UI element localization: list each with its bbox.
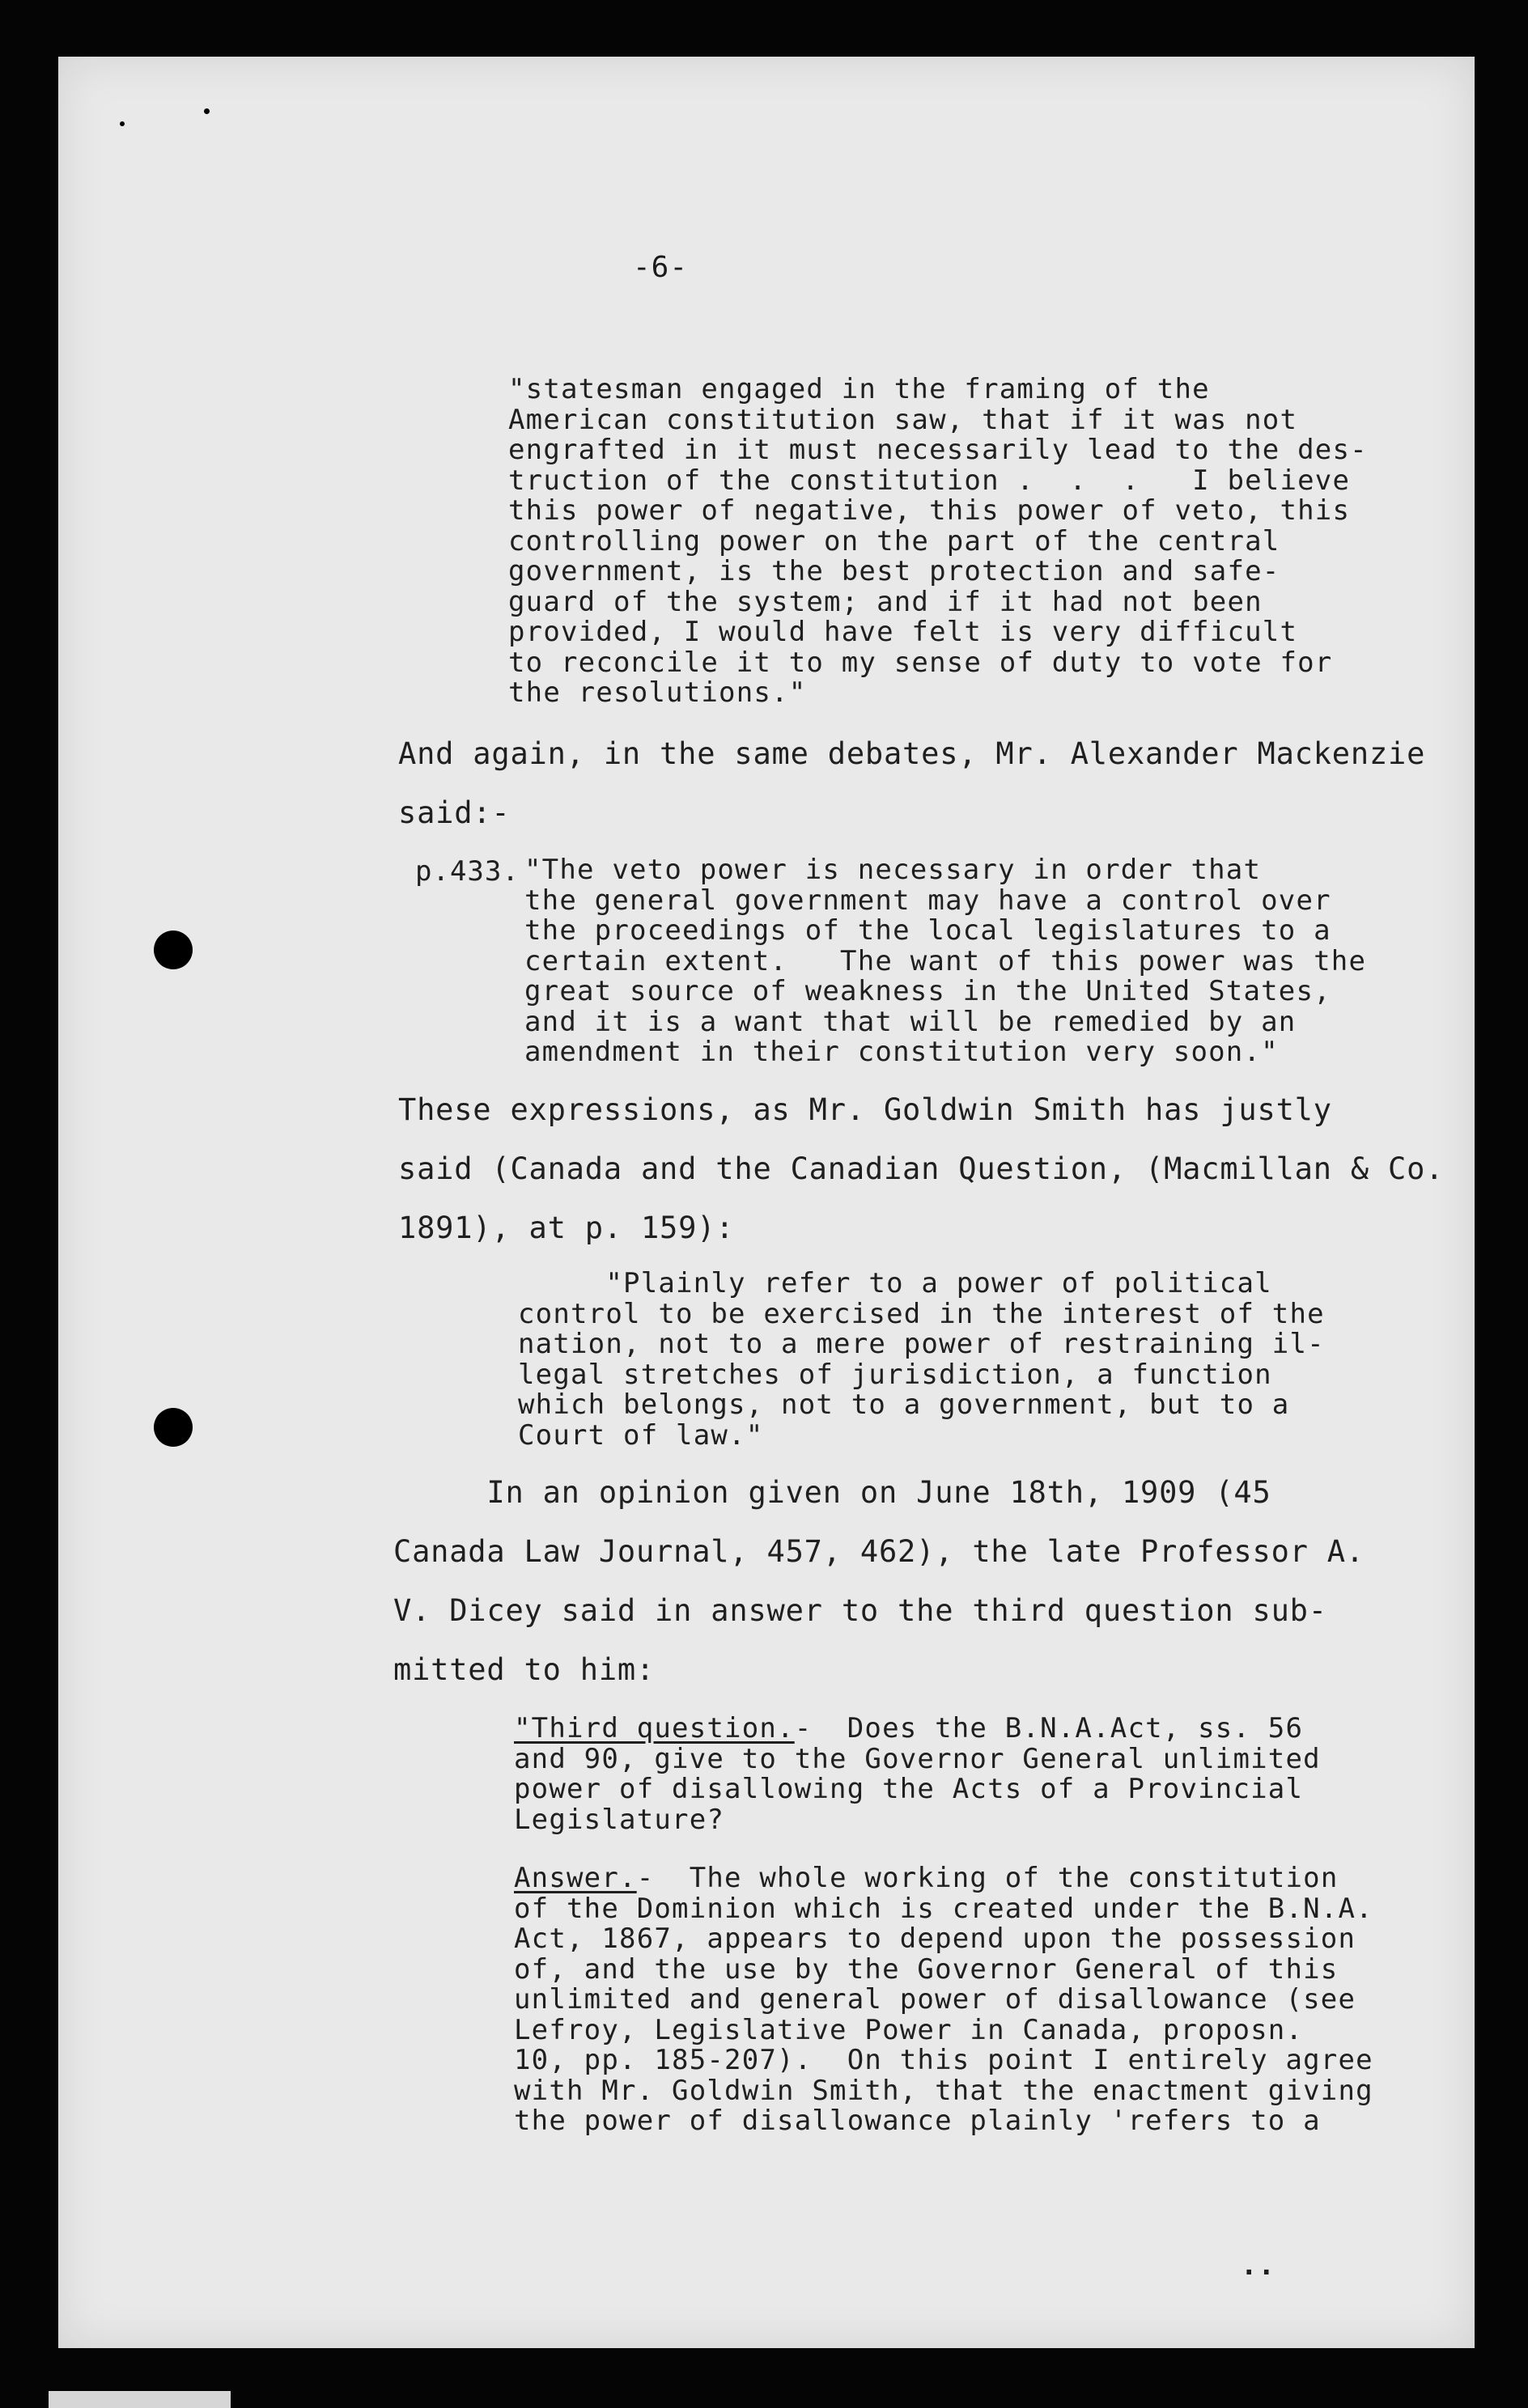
quote-line: the power of disallowance plainly 'refers to a — [514, 2105, 1321, 2137]
page-reference: p.433. — [415, 855, 520, 888]
quote-line: controlling power on the part of the central — [508, 524, 1280, 557]
quote-line: amendment in their constitution very soon." — [524, 1036, 1279, 1068]
quote-line: legal stretches of jurisdiction, a function — [518, 1358, 1272, 1391]
third-question-text: - Does the B.N.A.Act, ss. 56 — [794, 1712, 1304, 1745]
text-line: Canada Law Journal, 457, 462), the late Professor A. — [393, 1534, 1365, 1569]
speck-mark — [120, 121, 125, 126]
text-line: said (Canada and the Canadian Question, (Macmillan & Co. — [398, 1151, 1445, 1186]
quote-line: truction of the constitution . . . I believe — [508, 464, 1351, 497]
quote-line: of, and the use by the Governor General of this — [514, 1952, 1339, 1986]
quote-line: Court of law." — [518, 1418, 764, 1452]
text-line: 1891), at p. 159): — [398, 1210, 735, 1245]
quote-line: Legislature? — [514, 1803, 725, 1836]
quote-line: and it is a want that will be remedied by an — [524, 1005, 1297, 1038]
quote-block-third-question — [514, 1714, 1321, 1835]
quote-line: "statesman engaged in the framing of the — [508, 373, 1210, 405]
text-line: mitted to him: — [393, 1652, 656, 1687]
answer-heading: Answer. — [514, 1862, 637, 1894]
continuation-mark: .. — [1241, 2249, 1275, 2282]
quote-block-answer — [514, 1863, 1373, 2137]
quote-line: this power of negative, this power of veto, this — [508, 494, 1351, 527]
speck-mark — [204, 108, 210, 114]
quote-line: "The veto power is necessary in order that — [524, 854, 1262, 886]
paragraph-expressions — [398, 1080, 1444, 1257]
binder-hole — [154, 931, 193, 969]
text-line: These expressions, as Mr. Goldwin Smith has justly — [398, 1092, 1332, 1127]
quote-line: American constitution saw, that if it was not — [508, 403, 1298, 436]
paragraph-mackenzie — [398, 724, 1425, 842]
text-line: In an opinion given on June 18th, 1909 (45 — [393, 1475, 1271, 1510]
quote-line: control to be exercised in the interest of the — [518, 1297, 1325, 1330]
quote-line: Lefroy, Legislative Power in Canada, proposn. — [514, 2013, 1304, 2046]
text-line: said:- — [398, 795, 511, 830]
quote-line: with Mr. Goldwin Smith, that the enactment giving — [514, 2074, 1373, 2107]
quote-line: and 90, give to the Governor General unlimited — [514, 1742, 1321, 1775]
quote-line: guard of the system; and if it had not been — [508, 585, 1263, 618]
text-line: V. Dicey said in answer to the third question sub- — [393, 1593, 1327, 1628]
quote-line: Act, 1867, appears to depend upon the possession — [514, 1923, 1356, 1955]
quote-line: nation, not to a mere power of restraining il- — [518, 1328, 1325, 1360]
quote-line: great source of weakness in the United States, — [524, 975, 1331, 1007]
quote-line: to reconcile it to my sense of duty to vote for — [508, 646, 1333, 679]
quote-line: unlimited and general power of disallowance (see — [514, 1983, 1356, 2016]
answer-text: - The whole working of the constitution — [636, 1862, 1339, 1894]
quote-block-veto — [524, 855, 1366, 1068]
quote-line: the proceedings of the local legislatures to a — [524, 914, 1331, 947]
quote-line: the resolutions." — [508, 676, 807, 709]
binder-hole — [154, 1408, 193, 1447]
quote-block-plainly — [518, 1269, 1325, 1451]
quote-line: 10, pp. 185-207). On this point I entirely agree — [514, 2044, 1373, 2076]
film-label-strip — [49, 2391, 231, 2408]
quote-line: power of disallowing the Acts of a Provincial — [514, 1773, 1304, 1805]
quote-line: the general government may have a control over — [524, 884, 1331, 917]
quote-line: engrafted in it must necessarily lead to the des- — [508, 434, 1368, 466]
quote-line: certain extent. The want of this power was the — [524, 944, 1367, 977]
third-question-heading: "Third question. — [514, 1712, 795, 1745]
quote-line: of the Dominion which is created under the B.N.A. — [514, 1892, 1373, 1925]
quote-line: which belongs, not to a government, but to a — [518, 1388, 1290, 1421]
quote-block-statesman — [508, 375, 1368, 709]
quote-line: government, is the best protection and safe- — [508, 555, 1280, 587]
paragraph-dicey — [393, 1463, 1365, 1699]
text-line: And again, in the same debates, Mr. Alexander Mackenzie — [398, 736, 1426, 771]
page-number: -6- — [633, 251, 689, 284]
quote-line: provided, I would have felt is very difficult — [508, 616, 1298, 648]
quote-line: "Plainly refer to a power of political — [518, 1267, 1272, 1299]
